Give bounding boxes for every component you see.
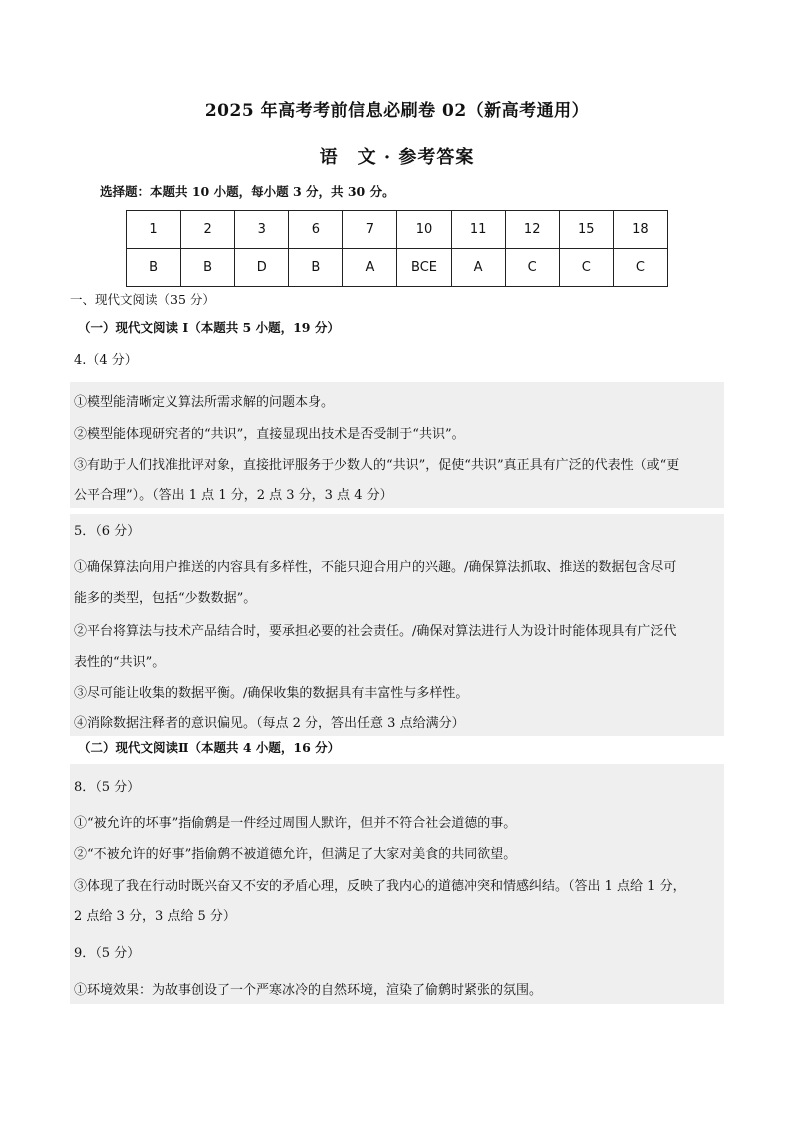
answer-table-answer-row [127,249,668,287]
answer-cell: B [127,249,181,287]
answer-cell: C [613,249,667,287]
answer-cell: A [343,249,397,287]
answer-cell: C [559,249,613,287]
answer-line: ②平台将算法与技术产品结合时，要承担必要的社会责任。/确保对算法进行人为设计时能体现具有广泛代 [74,624,677,639]
section-heading: 一、现代文阅读（35 分） [70,292,215,307]
question-4-heading: 4.（4 分） [74,353,138,368]
question-number: 15 [559,211,613,249]
subsection-heading: （二）现代文阅读Ⅱ（本题共 4 小题，16 分） [78,740,341,755]
question-5-heading: 5．（6 分） [74,524,141,539]
answer-line: ①环境效果：为故事创设了一个严寒冰冷的自然环境，渲染了偷鹩时紧张的氛围。 [74,983,543,998]
question-number: 18 [613,211,667,249]
question-number: 12 [505,211,559,249]
answer-line: ①“被允许的坏事”指偷鹩是一件经过周围人默许，但并不符合社会道德的事。 [74,816,517,831]
answer-cell: D [235,249,289,287]
answer-line: ②“不被允许的好事”指偷鹩不被道德允许，但满足了大家对美食的共同欲望。 [74,847,517,862]
question-number: 6 [289,211,343,249]
question-number: 7 [343,211,397,249]
answer-cell: B [289,249,343,287]
answer-cell: B [181,249,235,287]
answer-line: ①确保算法向用户推送的内容具有多样性，不能只迎合用户的兴趣。/确保算法抓取、推送的数据包含尽可 [74,560,677,575]
answer-line: ③尽可能让收集的数据平衡。/确保收集的数据具有丰富性与多样性。 [74,686,469,701]
question-8-heading: 8．（5 分） [74,780,141,795]
question-number: 3 [235,211,289,249]
question-number: 11 [451,211,505,249]
document-title: 2025 年高考考前信息必刷卷 02（新高考通用） [204,101,590,121]
choice-instructions: 选择题：本题共 10 小题，每小题 3 分，共 30 分。 [100,184,395,199]
answer-cell: A [451,249,505,287]
answer-line: 能多的类型，包括“少数数据”。 [74,591,257,606]
question-number: 10 [397,211,451,249]
question-number: 1 [127,211,181,249]
answer-line: ②模型能体现研究者的“共识”，直接显现出技术是否受制于“共识”。 [74,427,465,442]
answer-table [126,210,668,287]
answer-cell: BCE [397,249,451,287]
answer-line: ④消除数据注释者的意识偏见。（每点 2 分，答出任意 3 点给满分） [74,716,465,731]
question-9-heading: 9．（5 分） [74,946,141,961]
answer-table-number-row [127,211,668,249]
subsection-heading: （一）现代文阅读 Ⅰ（本题共 5 小题，19 分） [78,320,340,335]
answer-line: 2 点给 3 分，3 点给 5 分） [74,909,236,924]
answer-line: 公平合理”）。（答出 1 点 1 分，2 点 3 分，3 点 4 分） [74,488,393,503]
document-subtitle: 语 文 · 参考答案 [319,147,475,168]
answer-cell: C [505,249,559,287]
answer-line: ③有助于人们找准批评对象，直接批评服务于少数人的“共识”，促使“共识”真正具有广泛的代表性（或“更 [74,458,680,473]
question-number: 2 [181,211,235,249]
answer-line: 表性的“共识”。 [74,655,166,670]
answer-line: ①模型能清晰定义算法所需求解的问题本身。 [74,395,335,410]
answer-line: ③体现了我在行动时既兴奋又不安的矛盾心理，反映了我内心的道德冲突和情感纠结。（答出 1 点给 1 分， [74,879,686,894]
